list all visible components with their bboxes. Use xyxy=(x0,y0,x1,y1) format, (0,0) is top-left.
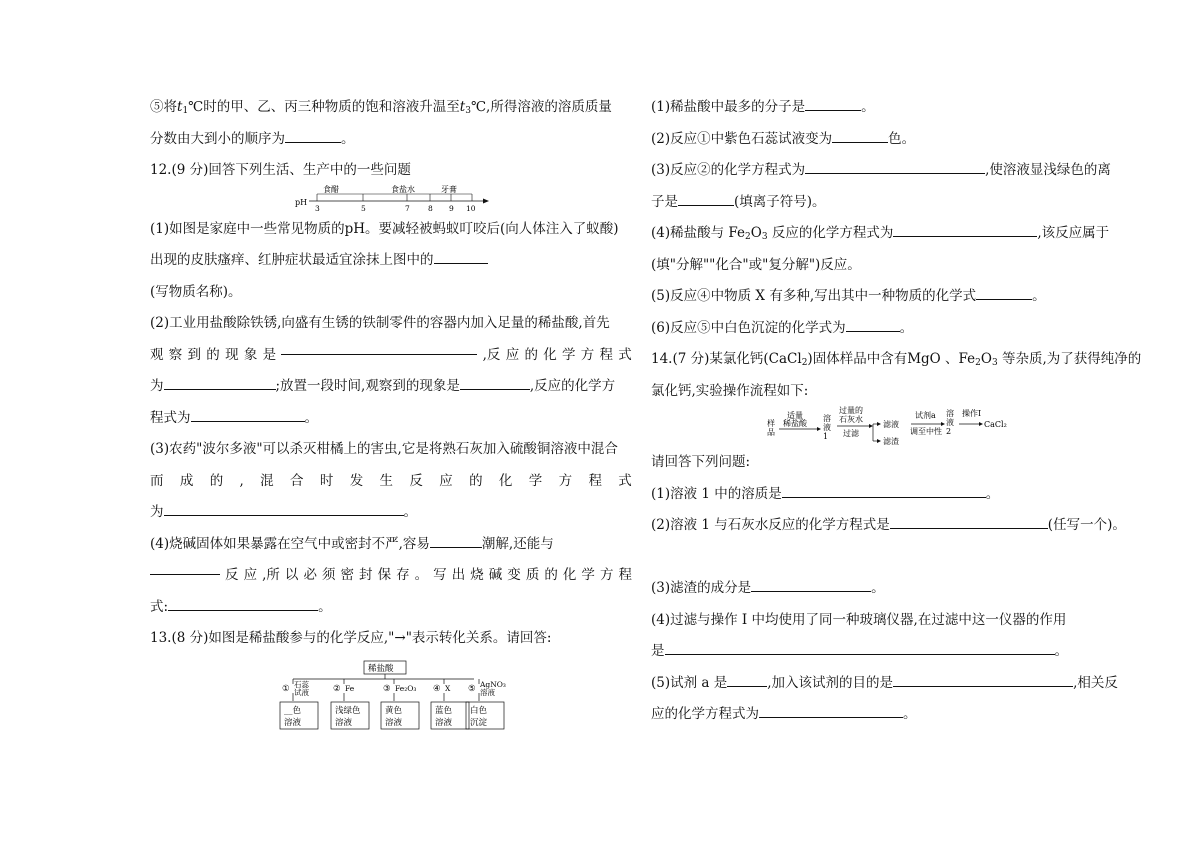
q12-2-line3: 为 ;放置一段时间,观察到的现象是 ,反应的化学方 xyxy=(150,371,632,403)
answer-blank[interactable] xyxy=(460,375,530,390)
q12-4-line2: 反 应 ,所 以 必 须 密 封 保 存 。 写 出 烧 碱 变 质 的 化 学 方 程 xyxy=(150,560,632,592)
flow-solution-label: 溶 xyxy=(946,409,954,418)
rx-result-label: __色 xyxy=(284,706,302,716)
ph-axis-arrow xyxy=(483,199,489,204)
q13-title: 13.(8 分)如图是稀盐酸参与的化学反应,"→"表示转化关系。请回答: xyxy=(150,630,552,646)
flow-step-label: 调至中性 xyxy=(910,427,942,436)
answer-blank[interactable] xyxy=(893,222,1037,237)
q12-2-line1: (2)工业用盐酸除铁锈,向盛有生锈的铁制零件的容器内加入足量的稀盐酸,首先 xyxy=(150,315,610,331)
ph-label: pH xyxy=(295,198,308,207)
flow-step-label: 稀盐酸 xyxy=(783,419,807,428)
q14-spacer xyxy=(651,542,1143,574)
q12-3-line2: 而 成 的 , 混 合 时 发 生 反 应 的 化 学 方 程 式 xyxy=(150,472,632,489)
q14-4-line2: 是 。 xyxy=(651,636,1143,668)
rx-result-label: 黄色 xyxy=(385,706,403,716)
q13-3-line1: (3)反应②的化学方程式为 ,使溶液显浅绿色的离 xyxy=(651,155,1143,187)
flow-step-label: 石灰水 xyxy=(839,415,863,424)
q12-title: 12.(9 分)回答下列生活、生产中的一些问题 xyxy=(150,162,411,178)
q13-4-line2: (填"分解""化合"或"复分解")反应。 xyxy=(651,256,861,273)
flow-step-label: 过滤 xyxy=(843,429,859,438)
ph-item-label: 食盐水 xyxy=(391,185,415,194)
q14-line1: 14.(7 分)某氯化钙(CaCl$_2$)固体样品中含有MgO 、$Fe_2O_3$ 等杂质,为了获得纯净的 xyxy=(651,351,1142,368)
q12-1-line3: (写物质名称)。 xyxy=(150,283,242,300)
q14-2: (2)溶液 1 与石灰水反应的化学方程式是 (任写一个)。 xyxy=(651,510,1143,542)
rx-reagent-label: X xyxy=(445,684,451,693)
answer-blank[interactable] xyxy=(846,316,900,331)
ph-tick-label: 5 xyxy=(361,204,366,213)
answer-blank[interactable] xyxy=(430,532,482,547)
ph-item-label: 食醋 xyxy=(323,185,339,194)
flow-solution-label: 溶 xyxy=(823,414,831,423)
answer-blank[interactable] xyxy=(164,375,276,390)
flow-solution-label: 液 xyxy=(946,418,954,427)
flow-solution-label: 1 xyxy=(823,432,829,441)
q11-5-line2: 分数由大到小的顺序为 。 xyxy=(150,124,632,156)
answer-blank[interactable] xyxy=(832,127,888,142)
answer-blank[interactable] xyxy=(164,501,404,516)
flow-product-label: CaCl₂ xyxy=(984,420,1007,429)
answer-blank[interactable] xyxy=(665,640,1055,655)
answer-blank[interactable] xyxy=(150,560,220,575)
answer-blank[interactable] xyxy=(434,249,488,264)
reaction-diagram xyxy=(276,660,506,732)
rx-reagent-label: Fe xyxy=(345,684,355,693)
ph-scale-diagram xyxy=(293,184,493,214)
rx-reagent-label: AgNO₃ xyxy=(480,680,506,689)
flow-step-label: 操作Ⅰ xyxy=(962,409,982,418)
q13-1: (1)稀盐酸中最多的分子是 。 xyxy=(651,92,1143,124)
flow-step-label: 过量的 xyxy=(839,406,863,415)
answer-blank[interactable] xyxy=(191,406,305,421)
rx-result-label: 溶液 xyxy=(435,718,453,728)
answer-blank[interactable] xyxy=(168,595,318,610)
q13-2: (2)反应①中紫色石蕊试液变为 色。 xyxy=(651,124,1143,156)
rx-result-label: 浅绿色 xyxy=(335,706,361,716)
ph-tick-label: 9 xyxy=(449,204,454,213)
ph-tick-label: 3 xyxy=(315,204,320,213)
answer-blank[interactable] xyxy=(678,190,734,205)
answer-blank[interactable] xyxy=(805,159,985,174)
rx-branch-num: ② xyxy=(333,684,341,694)
flow-sample-label: 样 xyxy=(767,419,775,428)
ph-tick-label: 10 xyxy=(466,204,476,213)
rx-reagent-label: 溶液 xyxy=(480,688,495,697)
flow-step-label: 试剂a xyxy=(915,411,936,420)
answer-blank[interactable] xyxy=(805,96,861,111)
answer-blank[interactable] xyxy=(285,127,341,142)
q12-2-line2: 观 察 到 的 现 象 是 ,反 应 的 化 学 方 程 式 xyxy=(150,340,632,372)
flow-svg xyxy=(765,404,1015,452)
q14-intro: 请回答下列问题: xyxy=(651,454,751,470)
rx-top-label: 稀盐酸 xyxy=(368,664,394,674)
q14-5-line1: (5)试剂 a 是 ,加入该试剂的目的是 ,相关反 xyxy=(651,668,1143,700)
answer-blank[interactable] xyxy=(281,340,477,355)
rx-result-label: 沉淀 xyxy=(470,718,488,728)
flow-solution-label: 液 xyxy=(823,423,831,432)
q14-1: (1)溶液 1 中的溶质是 。 xyxy=(651,479,1143,511)
answer-blank[interactable] xyxy=(890,514,1048,529)
ph-item-label: 牙膏 xyxy=(441,185,457,194)
left-column xyxy=(150,92,632,655)
q13-3-line2: 子是 (填离子符号)。 xyxy=(651,187,1143,219)
flow-sample-label: 品 xyxy=(767,428,775,437)
q12-1-line2: 出现的皮肤瘙痒、红肿症状最适宜涂抹上图中的 xyxy=(150,245,632,277)
answer-blank[interactable] xyxy=(893,671,1073,686)
q14-line2: 氯化钙,实验操作流程如下: xyxy=(651,382,809,399)
rx-result-label: 溶液 xyxy=(284,718,302,728)
rx-result-label: 溶液 xyxy=(385,718,403,728)
answer-blank[interactable] xyxy=(727,671,767,686)
rx-branch-num: ① xyxy=(282,684,290,694)
rx-reagent-label: Fe₂O₃ xyxy=(395,684,417,693)
q12-2-line4: 程式为 。 xyxy=(150,403,632,435)
ph-tick-label: 8 xyxy=(428,204,433,213)
process-flow-diagram xyxy=(765,404,1015,452)
q14-4-line1: (4)过滤与操作 I 中均使用了同一种玻璃仪器,在过滤中这一仪器的作用 xyxy=(651,611,1067,628)
rx-branch-num: ④ xyxy=(433,684,441,694)
q14-5-line2: 应的化学方程式为 。 xyxy=(651,699,1143,731)
q13-4-line1: (4)稀盐酸与 $Fe_2O_3$ 反应的化学方程式为 ,该反应属于 xyxy=(651,218,1143,250)
q12-4-line1: (4)烧碱固体如果暴露在空气中或密封不严,容易 潮解,还能与 xyxy=(150,529,632,561)
ph-tick-label: 7 xyxy=(405,204,410,213)
flow-filtrate-label: 滤液 xyxy=(883,420,899,429)
answer-blank[interactable] xyxy=(759,703,903,718)
answer-blank[interactable] xyxy=(976,285,1032,300)
answer-blank[interactable] xyxy=(751,577,871,592)
rx-branch-num: ⑤ xyxy=(468,684,476,694)
q12-3-line3: 为 。 xyxy=(150,497,632,529)
q12-3-line1: (3)农药"波尔多液"可以杀灭柑橘上的害虫,它是将熟石灰加入硫酸铜溶液中混合 xyxy=(150,441,618,457)
flow-step-label: 适量 xyxy=(787,411,803,420)
rx-result-label: 蓝色 xyxy=(435,706,453,716)
flow-residue-label: 滤渣 xyxy=(883,437,899,446)
rx-result-label: 溶液 xyxy=(335,718,353,728)
ph-scale-svg xyxy=(293,184,493,214)
q11-5-line1: ⑤将$t_1℃$时的甲、乙、丙三种物质的饱和溶液升温至$t_3℃$,所得溶液的溶质质量 xyxy=(150,99,612,116)
rx-reagent-label: 石蕊 xyxy=(294,680,309,689)
q13-6: (6)反应⑤中白色沉淀的化学式为 。 xyxy=(651,313,1143,345)
q13-5: (5)反应④中物质 X 有多种,写出其中一种物质的化学式 。 xyxy=(651,281,1143,313)
rx-branch-num: ③ xyxy=(383,684,391,694)
answer-blank[interactable] xyxy=(782,482,986,497)
flow-solution-label: 2 xyxy=(946,427,952,436)
reaction-svg xyxy=(276,660,506,732)
rx-reagent-label: 试液 xyxy=(294,688,309,697)
q12-1-line1: (1)如图是家庭中一些常见物质的pH。要减轻被蚂蚁叮咬后(向人体注入了蚁酸) xyxy=(150,220,619,237)
q12-4-line3: 式: 。 xyxy=(150,592,632,624)
q14-3: (3)滤渣的成分是 。 xyxy=(651,573,1143,605)
rx-result-label: 白色 xyxy=(470,706,488,716)
